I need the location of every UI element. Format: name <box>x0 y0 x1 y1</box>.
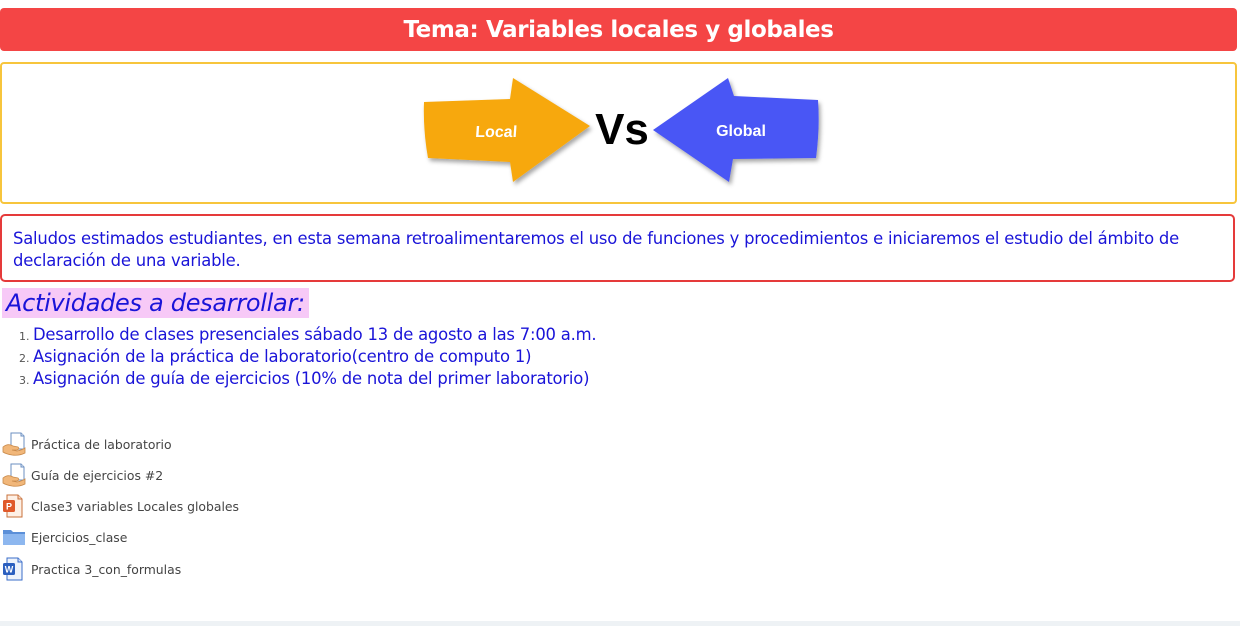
resource-clase3-presentacion[interactable] <box>2 494 239 518</box>
local-vs-global-banner <box>2 64 1235 202</box>
assignment-icon <box>2 463 26 487</box>
topic-title: Tema: Variables locales y globales <box>403 16 834 43</box>
resource-label: Guía de ejercicios #2 <box>31 467 164 483</box>
global-label: Global <box>716 123 766 140</box>
assignment-icon <box>2 432 26 456</box>
activities-title: Actividades a desarrollar: <box>2 288 309 318</box>
resource-label: Practica 3_con_formulas <box>31 561 182 577</box>
banner-box <box>0 62 1237 204</box>
list-text: Desarrollo de clases presenciales sábado 13 de agosto a las 7:00 a.m. <box>33 325 597 344</box>
svg-text:W: W <box>4 564 14 575</box>
resource-practica3-formulas[interactable] <box>2 557 181 581</box>
list-text: Asignación de la práctica de laboratorio(centro de computo 1) <box>33 347 532 366</box>
list-item <box>19 368 596 390</box>
svg-text:P: P <box>5 501 13 512</box>
local-label: Local <box>474 124 518 141</box>
resource-guia-ejercicios[interactable] <box>2 463 163 487</box>
list-text: Asignación de guía de ejercicios (10% de nota del primer laboratorio) <box>33 369 590 388</box>
word-file-icon <box>2 557 26 581</box>
activities-list <box>19 324 596 390</box>
list-number: 3. <box>19 374 30 387</box>
intro-text: Saludos estimados estudiantes, en esta semana retroalimentaremos el uso de funciones y procedimientos e iniciaremos el estudio del ámbito de declaración de una variable. <box>13 229 1180 270</box>
folder-icon <box>2 525 26 549</box>
powerpoint-file-icon <box>2 494 26 518</box>
resource-practica-laboratorio[interactable] <box>2 432 172 456</box>
list-number: 2. <box>19 352 30 365</box>
list-number: 1. <box>19 330 30 343</box>
resource-label: Clase3 variables Locales globales <box>31 498 239 514</box>
list-item <box>19 324 596 346</box>
intro-box <box>0 214 1235 282</box>
list-item <box>19 346 596 368</box>
vs-label: Vs <box>595 105 649 154</box>
resource-label: Ejercicios_clase <box>31 529 128 545</box>
resource-label: Práctica de laboratorio <box>31 436 172 452</box>
resource-ejercicios-clase[interactable] <box>2 525 127 549</box>
topic-header <box>0 8 1237 51</box>
section-divider <box>0 621 1240 626</box>
